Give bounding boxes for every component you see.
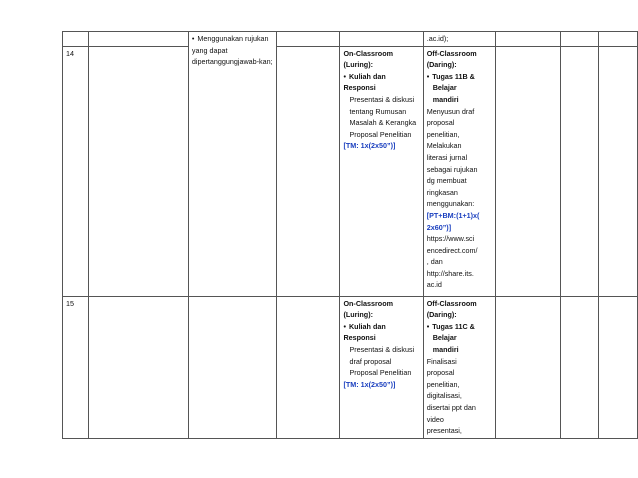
online-title: On-Classroom (Luring):	[343, 298, 393, 320]
online-bullet: • Kuliah dan Responsi	[343, 71, 419, 94]
offline-link-text: ac.id	[426, 280, 442, 290]
offline-line: Melakukan	[426, 141, 462, 151]
offline-line: video	[426, 414, 444, 424]
online-line: Presentasi & diskusi	[349, 94, 415, 104]
online-tm: [TM: 1x(2x50”)]	[343, 379, 396, 389]
offline-pt: [PT+BM:(1+1)x(	[426, 210, 480, 220]
offline-bullet-cont: Belajar	[432, 83, 457, 93]
offline-line: ringkasan	[426, 187, 458, 197]
cell-empty	[88, 32, 188, 47]
cell-online	[340, 296, 423, 438]
cell-empty	[496, 46, 561, 296]
cell-empty	[598, 32, 637, 47]
offline-title: (Daring):	[426, 310, 457, 320]
cell-empty	[496, 32, 561, 47]
cell-empty	[561, 296, 598, 438]
offline-title: Off-Classroom	[426, 48, 477, 58]
course-plan-table	[62, 31, 638, 439]
online-line: draf proposal	[349, 356, 392, 366]
indicator-bullet: • Menggunakan rujukan yang dapat dipertanggungjawab-kan;	[192, 33, 273, 68]
cell-empty	[276, 296, 340, 438]
offline-line: penelitian,	[426, 379, 460, 389]
offline-link-text: , dan	[426, 257, 443, 267]
cell-offline	[423, 296, 496, 438]
online-title: On-Classroom (Luring):	[343, 48, 393, 70]
cell-empty	[561, 32, 598, 47]
cell-offline	[423, 32, 496, 47]
cell-no	[63, 32, 89, 47]
online-line: tentang Rumusan	[349, 106, 407, 116]
online-bullet: • Kuliah dan Responsi	[343, 321, 419, 344]
cell-indicator	[188, 32, 276, 297]
cell-empty	[88, 46, 188, 296]
cell-empty	[188, 296, 276, 438]
offline-line: literasi jurnal	[426, 152, 468, 162]
offline-line: penelitian,	[426, 129, 460, 139]
offline-line: sebagai rujukan	[426, 164, 478, 174]
online-line: Masalah & Kerangka	[349, 118, 417, 128]
table-row	[63, 296, 638, 438]
offline-line: proposal	[426, 118, 455, 128]
offline-title: Off-Classroom	[426, 298, 477, 308]
offline-bullet: • Tugas 11B &	[427, 71, 493, 83]
offline-line: dg membuat	[426, 176, 467, 186]
cell-empty	[340, 32, 423, 47]
offline-line: presentasi,	[426, 426, 462, 436]
offline-line: disertai ppt dan	[426, 402, 476, 412]
offline-line: menggunakan:	[426, 199, 475, 209]
cell-empty	[598, 296, 637, 438]
cell-empty	[276, 32, 340, 47]
cell-no: 15	[63, 296, 89, 438]
offline-bullet-cont: mandiri	[432, 94, 459, 104]
cell-empty	[561, 46, 598, 296]
cell-text: .ac.id);	[426, 34, 449, 43]
cell-empty	[88, 296, 188, 438]
online-tm: [TM: 1x(2x50”)]	[343, 141, 396, 151]
offline-pt: 2x60”)]	[426, 222, 452, 232]
cell-no: 14	[63, 46, 89, 296]
table-row	[63, 46, 638, 296]
cell-online	[340, 46, 423, 296]
online-line: Presentasi & diskusi	[349, 344, 415, 354]
cell-empty	[276, 46, 340, 296]
offline-bullet: • Tugas 11C &	[427, 321, 493, 333]
offline-bullet-cont: mandiri	[432, 344, 459, 354]
offline-link-text: encedirect.com/	[426, 245, 478, 255]
cell-empty	[496, 296, 561, 438]
offline-bullet-cont: Belajar	[432, 333, 457, 343]
offline-line: Menyusun draf	[426, 106, 475, 116]
offline-line: digitalisasi,	[426, 391, 462, 401]
offline-title: (Daring):	[426, 60, 457, 70]
offline-link-text: http://share.its.	[426, 268, 474, 278]
table-row	[63, 32, 638, 47]
offline-line: Finalisasi	[426, 356, 457, 366]
online-line: Proposal Penelitian	[349, 368, 412, 378]
cell-empty	[598, 46, 637, 296]
offline-link-text: https://www.sci	[426, 234, 475, 244]
online-line: Proposal Penelitian	[349, 129, 412, 139]
cell-offline	[423, 46, 496, 296]
offline-line: proposal	[426, 368, 455, 378]
